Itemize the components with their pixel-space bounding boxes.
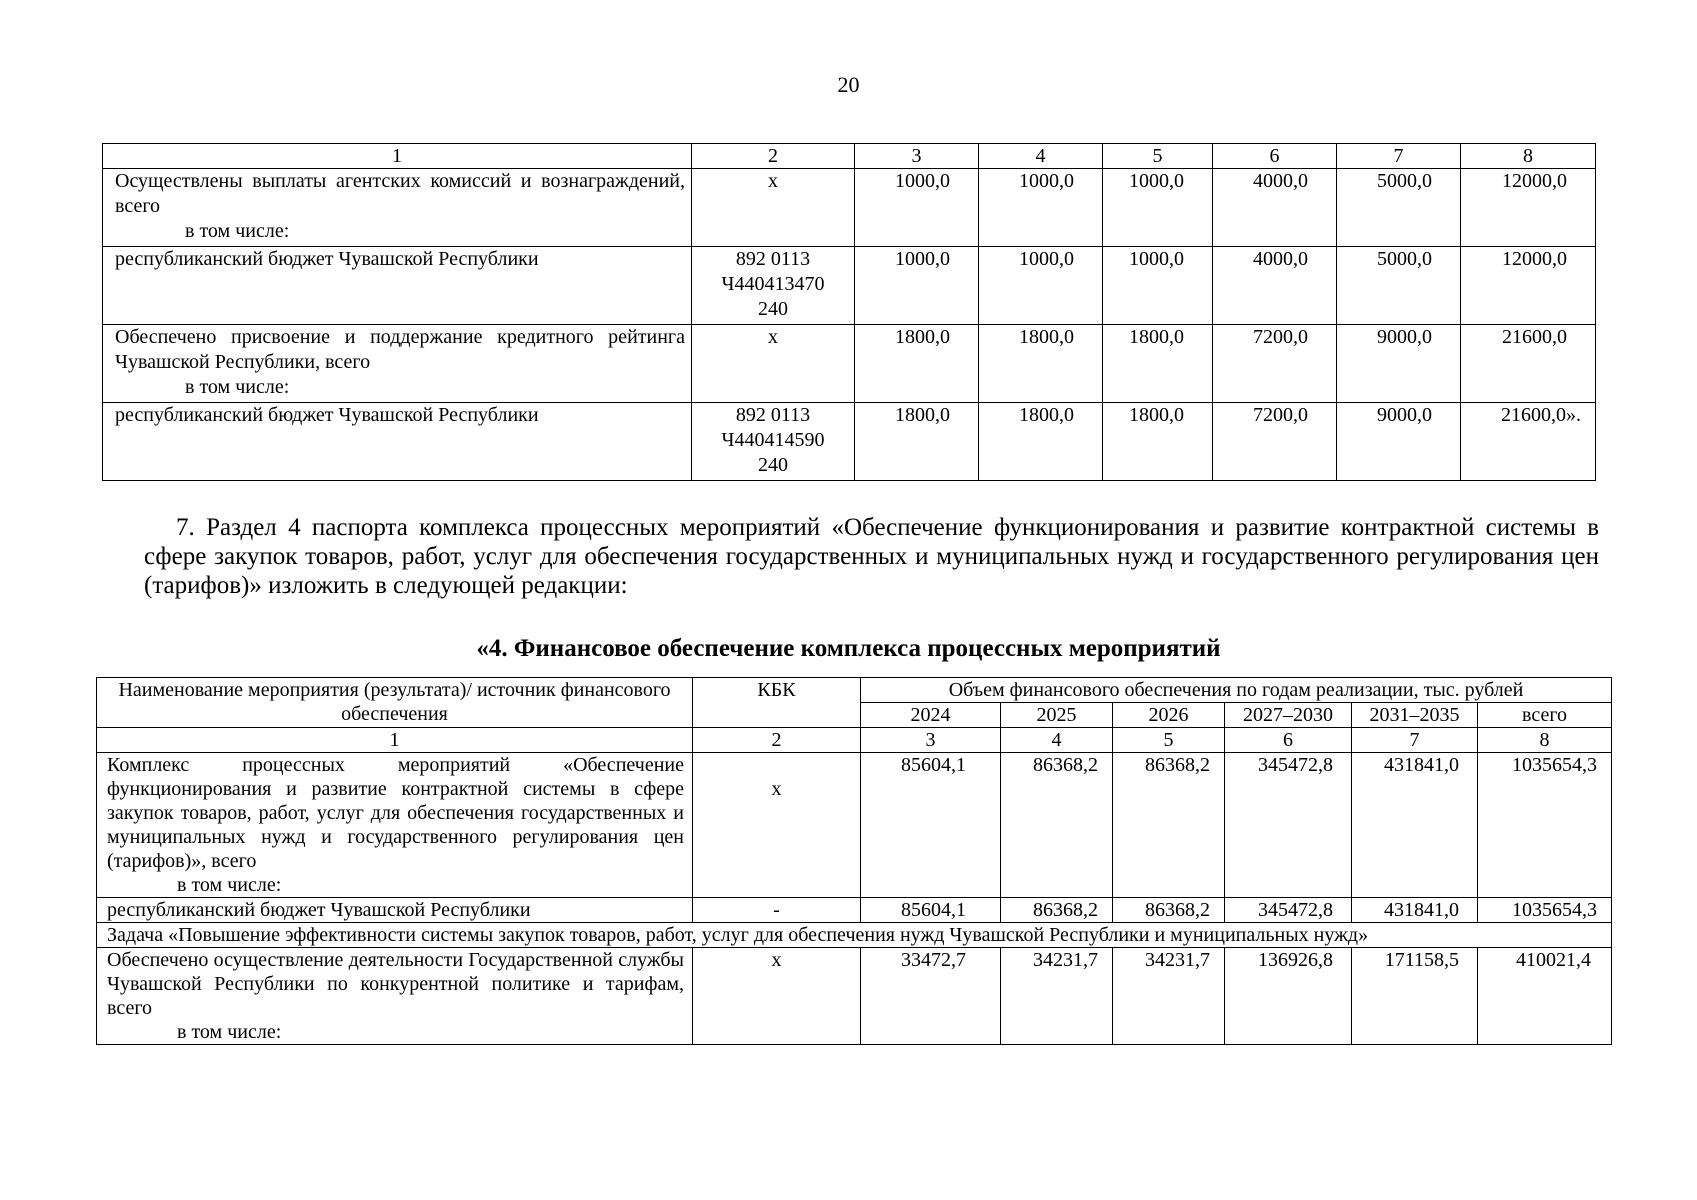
value-cell: 21600,0».: [1461, 403, 1596, 481]
value-cell: 21600,0: [1461, 325, 1596, 403]
value-cell: 1000,0: [855, 169, 979, 247]
kbk-cell: x: [693, 948, 861, 1045]
column-number: 5: [1103, 144, 1213, 169]
row-name: Обеспечено осуществление деятельности Государственной службы Чувашской Республики по конкурентной политике и тарифам, всего: [107, 949, 684, 1019]
section-heading: «4. Финансовое обеспечение комплекса процессных мероприятий: [476, 635, 1221, 662]
row-subtitle: в том числе:: [177, 1021, 282, 1043]
value-cell: 86368,2: [1001, 753, 1113, 898]
column-number-row: [97, 728, 1612, 753]
column-number-row: [103, 144, 1596, 169]
kbk-line: Ч440413470: [721, 273, 825, 295]
column-number: 3: [861, 728, 1001, 753]
table-row: [103, 403, 1596, 481]
column-number: 2: [692, 144, 855, 169]
value-cell: 1000,0: [1103, 247, 1213, 325]
kbk-value: x: [771, 778, 782, 800]
value-cell: 1800,0: [855, 403, 979, 481]
header-name: Наименование мероприятия (результата)/ источник финансового обеспечения: [97, 678, 693, 728]
row-subtitle: в том числе:: [177, 874, 282, 896]
value-cell: 1000,0: [855, 247, 979, 325]
value-cell: 86368,2: [1113, 753, 1225, 898]
kbk-line: Ч440414590: [721, 429, 825, 451]
value-cell: 171158,5: [1352, 948, 1478, 1045]
row-name: Осуществлены выплаты агентских комиссий и вознаграждений, всего: [115, 170, 685, 217]
column-number: 5: [1113, 728, 1225, 753]
row-name: республиканский бюджет Чувашской Республики: [103, 403, 692, 481]
kbk-cell: x: [692, 169, 855, 247]
header-year: 2031–2035: [1352, 703, 1478, 728]
table-row: [103, 169, 1596, 247]
header-year: 2025: [1001, 703, 1113, 728]
value-cell: 34231,7: [1113, 948, 1225, 1045]
value-cell: 9000,0: [1337, 325, 1461, 403]
table-row: [103, 247, 1596, 325]
column-number: 4: [979, 144, 1103, 169]
row-name: республиканский бюджет Чувашской Республики: [103, 247, 692, 325]
kbk-cell: [692, 403, 855, 481]
value-cell: 34231,7: [1001, 948, 1113, 1045]
financing-table: [96, 677, 1612, 1045]
value-cell: 86368,2: [1113, 898, 1225, 923]
value-cell: 12000,0: [1461, 247, 1596, 325]
value-cell: 431841,0: [1352, 753, 1478, 898]
table-row: [97, 898, 1612, 923]
value-cell: 7200,0: [1213, 403, 1337, 481]
value-cell: 85604,1: [861, 898, 1001, 923]
column-number: 8: [1461, 144, 1596, 169]
value-cell: 410021,4: [1478, 948, 1612, 1045]
column-number: 1: [103, 144, 692, 169]
header-year: 2027–2030: [1225, 703, 1352, 728]
row-name: Комплекс процессных мероприятий «Обеспечение функционирования и развитие контрактной системы в сфере закупок товаров, работ, услуг для обеспечения государственных и муниципальных нужд и государственного регулирования цен (тарифов)», всего: [107, 754, 684, 872]
header-row: [97, 678, 1612, 703]
value-cell: 136926,8: [1225, 948, 1352, 1045]
column-number: 2: [693, 728, 861, 753]
value-cell: 9000,0: [1337, 403, 1461, 481]
value-cell: 4000,0: [1213, 247, 1337, 325]
value-cell: 1800,0: [1103, 403, 1213, 481]
column-number: 1: [97, 728, 693, 753]
kbk-cell: [692, 247, 855, 325]
value-cell: 1000,0: [979, 247, 1103, 325]
kbk-cell: -: [693, 898, 861, 923]
table-row: [97, 753, 1612, 898]
value-cell: 1800,0: [1103, 325, 1213, 403]
value-cell: 431841,0: [1352, 898, 1478, 923]
financing-table-continued: [102, 143, 1596, 481]
kbk-line: 892 0113: [735, 404, 811, 426]
kbk-cell: [693, 753, 861, 898]
column-number: 3: [855, 144, 979, 169]
task-row: [97, 923, 1612, 948]
value-cell: 345472,8: [1225, 898, 1352, 923]
kbk-cell: x: [692, 325, 855, 403]
amendment-paragraph: 7. Раздел 4 паспорта комплекса процессных мероприятий «Обеспечение функционирования и развитие контрактной системы в сфере закупок товаров, работ, услуг для обеспечения государственных и муниципальных нужд и государственного регулирования цен (тарифов)» изложить в следующей редакции:: [144, 514, 1599, 599]
row-name: Обеспечено присвоение и поддержание кредитного рейтинга Чувашской Республики, всего: [115, 326, 685, 373]
value-cell: 5000,0: [1337, 247, 1461, 325]
value-cell: 5000,0: [1337, 169, 1461, 247]
value-cell: 345472,8: [1225, 753, 1352, 898]
header-volume: Объем финансового обеспечения по годам реализации, тыс. рублей: [861, 678, 1612, 703]
value-cell: 1000,0: [979, 169, 1103, 247]
value-cell: 33472,7: [861, 948, 1001, 1045]
column-number: 4: [1001, 728, 1113, 753]
table-row: [97, 948, 1612, 1045]
value-cell: 1800,0: [855, 325, 979, 403]
column-number: 7: [1352, 728, 1478, 753]
header-year: 2026: [1113, 703, 1225, 728]
row-subtitle: в том числе:: [185, 220, 290, 242]
value-cell: 12000,0: [1461, 169, 1596, 247]
page-number: 20: [837, 72, 860, 97]
column-number: 6: [1213, 144, 1337, 169]
value-cell: 4000,0: [1213, 169, 1337, 247]
kbk-line: 240: [758, 454, 788, 476]
value-cell: 85604,1: [861, 753, 1001, 898]
value-cell: 1800,0: [979, 403, 1103, 481]
value-cell: 86368,2: [1001, 898, 1113, 923]
value-cell: 1800,0: [979, 325, 1103, 403]
header-year: 2024: [861, 703, 1001, 728]
row-subtitle: в том числе:: [185, 376, 290, 398]
table-row: [103, 325, 1596, 403]
row-name: республиканский бюджет Чувашской Республики: [97, 898, 693, 923]
value-cell: 1035654,3: [1478, 898, 1612, 923]
column-number: 6: [1225, 728, 1352, 753]
column-number: 7: [1337, 144, 1461, 169]
value-cell: 1035654,3: [1478, 753, 1612, 898]
value-cell: 7200,0: [1213, 325, 1337, 403]
kbk-line: 240: [758, 298, 788, 320]
kbk-line: 892 0113: [735, 248, 811, 270]
header-kbk: КБК: [693, 678, 861, 728]
task-title: Задача «Повышение эффективности системы закупок товаров, работ, услуг для обеспечения нужд Чувашской Республики и муниципальных нужд»: [97, 923, 1612, 948]
column-number: 8: [1478, 728, 1612, 753]
value-cell: 1000,0: [1103, 169, 1213, 247]
header-year: всего: [1478, 703, 1612, 728]
